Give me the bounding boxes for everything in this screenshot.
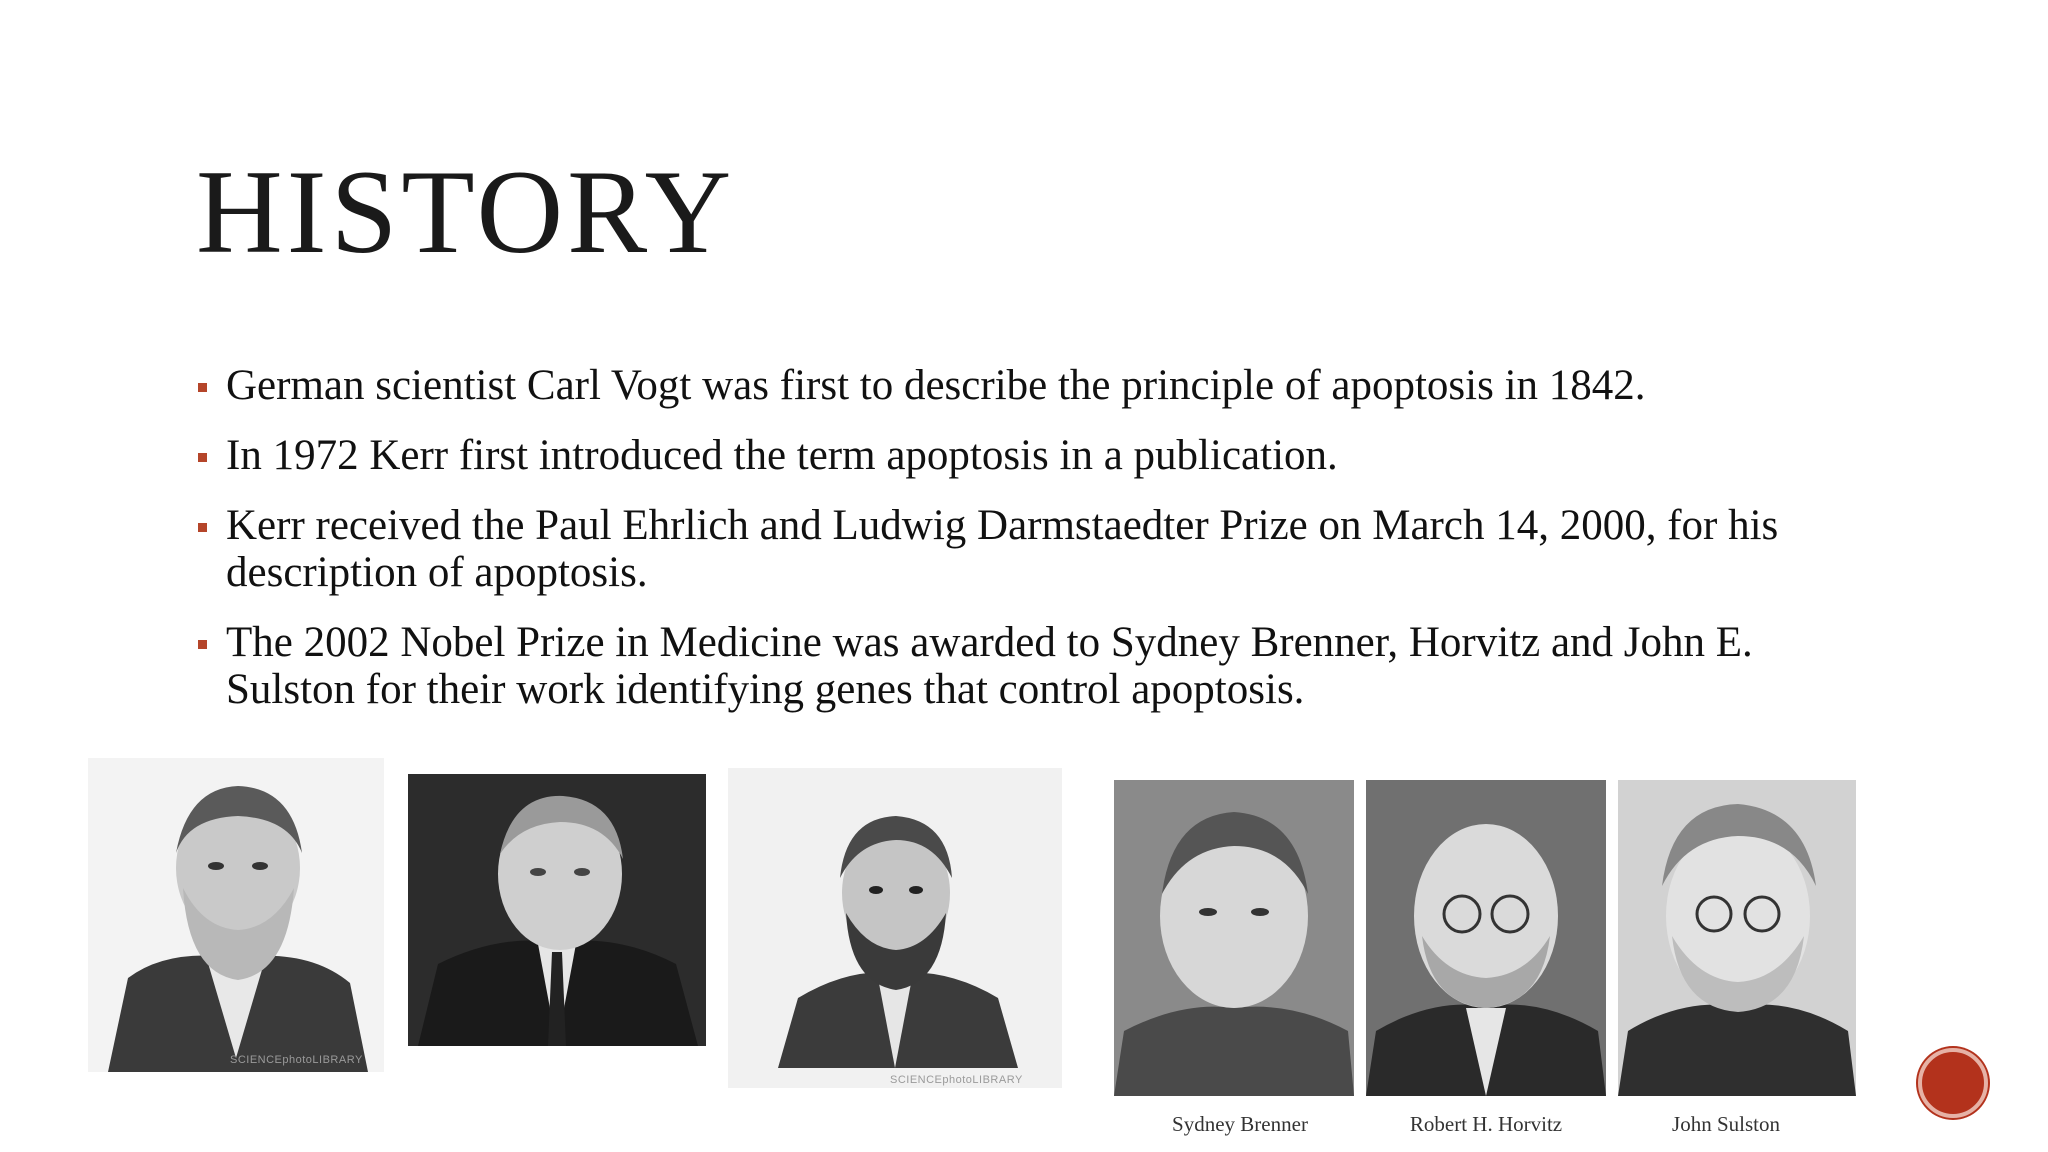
- slide-title: HISTORY: [196, 145, 736, 278]
- bullet-square-icon: [198, 523, 207, 532]
- bullet-square-icon: [198, 453, 207, 462]
- bullet-square-icon: [198, 640, 207, 649]
- carl-vogt-portrait: [88, 758, 384, 1072]
- photo-watermark: SCIENCEphotoLIBRARY: [230, 1054, 363, 1066]
- next-slide-button[interactable]: [1918, 1048, 1988, 1118]
- bullet-item: German scientist Carl Vogt was first to describe the principle of apoptosis in 1842.: [196, 362, 1836, 409]
- kerr-portrait: [408, 774, 706, 1046]
- photo-caption: John Sulston: [1672, 1112, 1780, 1136]
- photo-caption: Sydney Brenner: [1172, 1112, 1308, 1136]
- bullet-item: In 1972 Kerr first introduced the term apoptosis in a publication.: [196, 432, 1836, 479]
- nobel-laureates-photo: [1112, 776, 1858, 1100]
- photo-caption: Robert H. Horvitz: [1409, 1112, 1563, 1136]
- bullet-list: [196, 362, 1836, 736]
- photo-watermark: SCIENCEphotoLIBRARY: [890, 1074, 1023, 1086]
- bullet-item: Kerr received the Paul Ehrlich and Ludwig Darmstaedter Prize on March 14, 2000, for his description of apoptosis.: [196, 502, 1836, 596]
- bullet-item: The 2002 Nobel Prize in Medicine was awarded to Sydney Brenner, Horvitz and John E. Sulston for their work identifying genes that control apoptosis.: [196, 619, 1836, 713]
- scientist-engraving-portrait: [728, 768, 1062, 1088]
- bullet-square-icon: [198, 383, 207, 392]
